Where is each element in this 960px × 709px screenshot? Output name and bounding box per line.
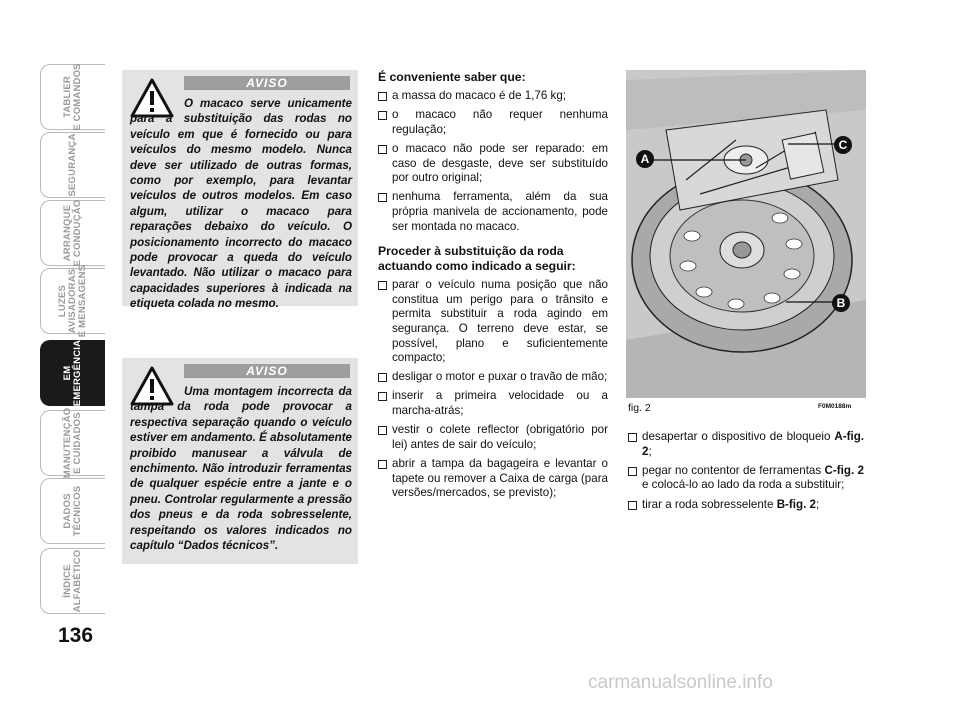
callout-b: B [832,294,850,312]
list-item [628,498,864,513]
spare-wheel-illustration [626,70,866,398]
list-text: e colocá-lo ao lado da roda a substituir; [642,478,845,492]
list-text: ; [648,444,652,458]
tab-luzes-avisadoras[interactable] [40,264,105,338]
tab-em-emergencia[interactable] [40,340,105,406]
list-item: nenhuma ferramenta, além da sua própria manivela de accionamento, pode ser montada no macaco. [378,190,608,234]
list-text: tirar a roda sobresselente [642,497,777,511]
warning-header: AVISO [184,364,350,378]
list-text: ; [815,497,820,511]
tab-label: ÍNDICE ALFABÉTICO [62,549,83,613]
figure-reference: C-fig. 2 [824,463,864,477]
tab-label: ARRANQUE E CONDUÇÃO [62,199,83,267]
tab-label: EM EMERGÊNCIA [62,339,83,407]
page-number: 136 [58,624,94,647]
figure-caption: fig. 2 [628,402,651,414]
list-item: o macaco não requer nenhuma regulação; [378,108,608,137]
list-item: abrir a tampa da bagageira e levantar o tapete ou remover a Caixa de carga (para versões/mercados, se previsto); [378,457,608,501]
list-item: o macaco não pode ser reparado: em caso de desgaste, deve ser substituído por outro original; [378,142,608,186]
list-item: inserir a primeira velocidade ou a marcha-atrás; [378,389,608,418]
list-item [628,464,864,493]
instructions-column [378,70,608,505]
callout-c: C [834,136,852,154]
list-item: a massa do macaco é de 1,76 kg; [378,89,608,104]
list-item [628,430,864,459]
tab-tablier-e-comandos[interactable] [40,64,105,130]
callout-a: A [636,150,654,168]
facts-list [378,89,608,234]
tab-seguranca[interactable] [40,132,105,198]
tab-label: TABLIER E COMANDOS [62,63,83,131]
list-item: desligar o motor e puxar o travão de mão; [378,370,608,385]
figure-code: F0M0188m [818,403,852,410]
tab-arranque-e-conducao[interactable] [40,200,105,266]
warning-box-jack [122,70,358,311]
figure-reference: B-fig. 2 [776,497,816,511]
warning-text: Uma montagem incorrecta da tampa da roda pode provocar a respectiva separação quando o veículo estiver em andamento. É absolutamente proibido manusear a válvula de enchimento. Não introduzir ferramentas de qualquer espécie entre a jante e o pneu. Controlar regularmente a pressão dos pneus e da roda sobresselente, respeitando os valores indicados no capítulo “Dados técnicos”. [130,385,352,553]
list-text: desapertar o dispositivo de bloqueio [642,430,835,443]
warning-header: AVISO [184,76,350,90]
warning-box-wheel-cover [122,358,358,564]
list-text: pegar no contentor de ferramentas [642,463,825,477]
right-steps-column [628,430,864,517]
tab-manutencao-e-cuidados[interactable] [40,407,105,479]
warning-text: O macaco serve unicamente para a substituição das rodas no veículo em que é fornecido ou para veículos do mesmo modelo. Nunca deve ser utilizado de outras formas, como por exemplo, para levantar veículos de outros modelos. Em caso algum, utilizar o macaco para reparações debaixo do veículo. O posicionamento incorrecto do macaco pode provocar a queda do veículo levantado. Não utilizar o macaco para capacidades superiores à indicada na etiqueta colada no mesmo. [130,97,352,311]
tab-dados-tecnicos[interactable] [40,478,105,544]
tab-label: DADOS TÉCNICOS [62,485,83,537]
steps-list-continued [628,430,864,512]
tab-label: MANUTENÇÃO E CUIDADOS [62,407,83,479]
tab-label: SEGURANÇA [67,133,78,197]
tab-label: LUZES AVISADORAS E MENSAGENS [57,264,88,338]
figure-reference: A-fig. 2 [642,430,864,458]
section-heading: Proceder à substituição da roda actuando como indicado a seguir: [378,244,576,274]
spare-wheel-drawing [626,70,866,398]
steps-list [378,278,608,501]
section-heading: É conveniente saber que: [378,70,526,84]
list-item: vestir o colete reflector (obrigatório por lei) antes de sair do veículo; [378,423,608,452]
watermark: carmanualsonline.info [588,672,773,693]
tab-indice-alfabetico[interactable] [40,548,105,614]
list-item: parar o veículo numa posição que não constitua um perigo para o trânsito e permita substituir a roda agindo em segurança. O terreno deve estar, se possível, plano e suficientemente compacto; [378,278,608,366]
